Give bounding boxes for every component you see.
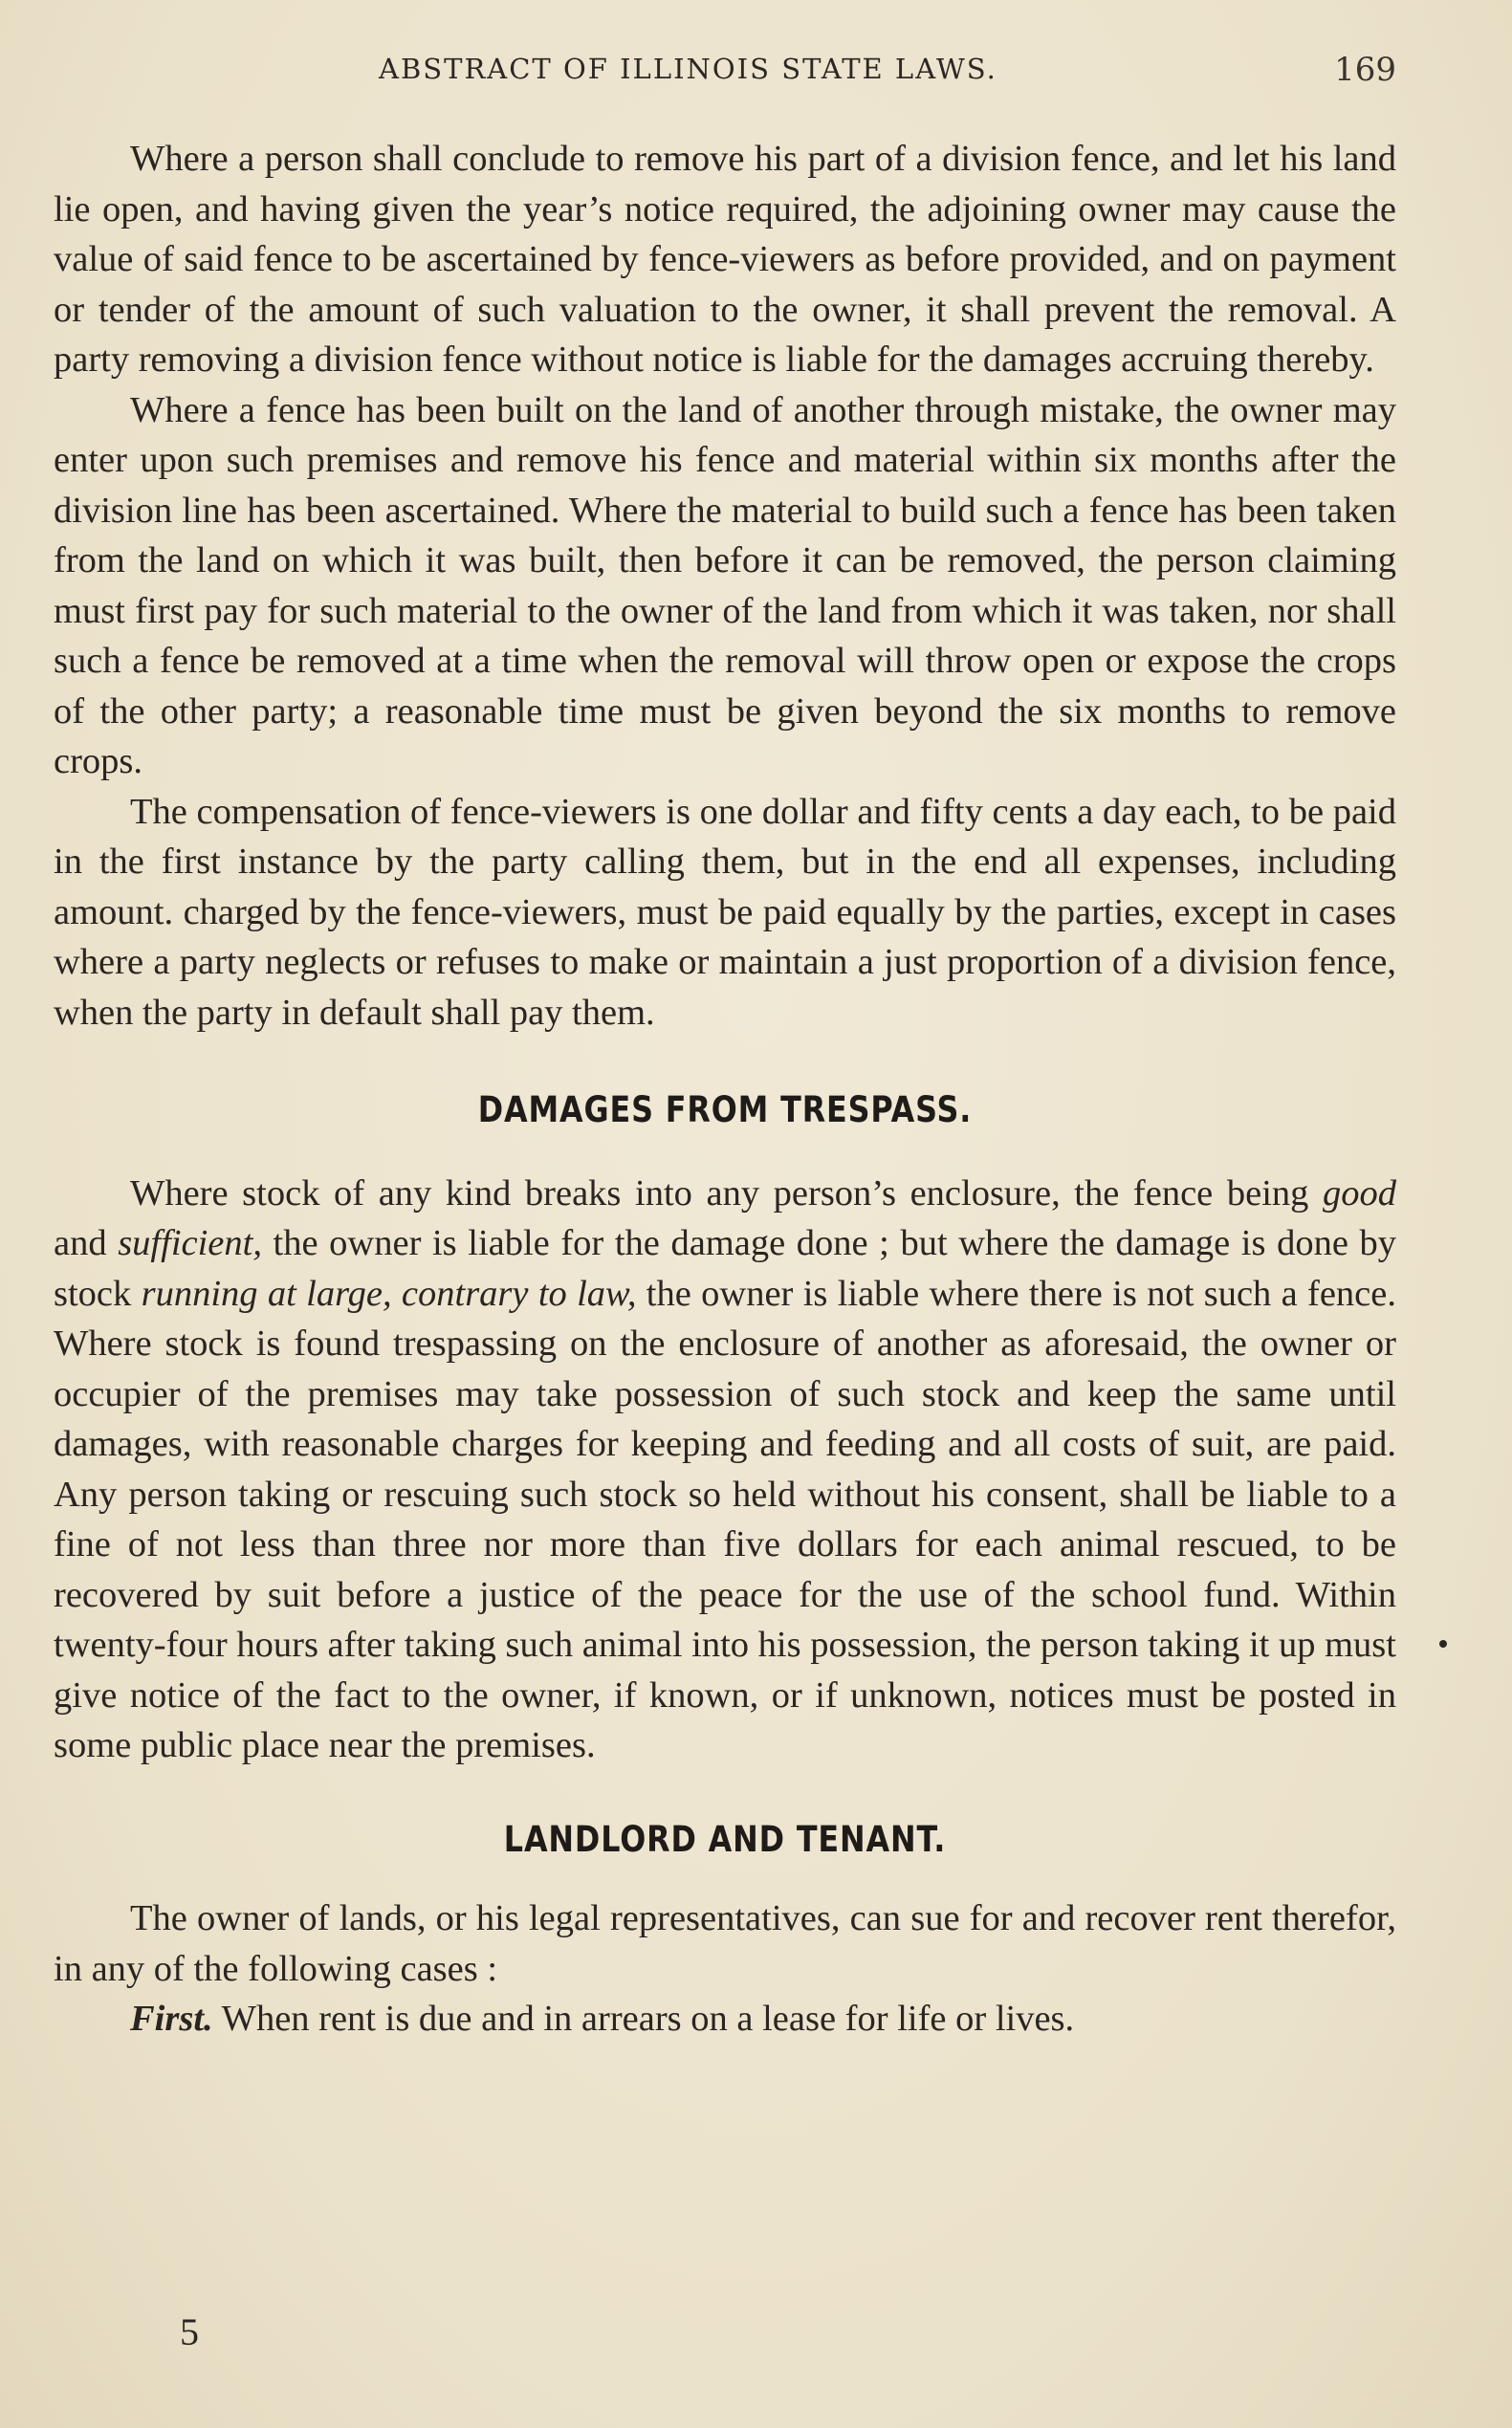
trespass-italic-good: good bbox=[1323, 1172, 1396, 1214]
paragraph-fence-viewer-compensation: The compensation of fence-viewers is one dollar and fifty cents a day each, to be paid in the first instance by the party calling them, but in the end all expenses, including amount. charged by the fence-viewers, must be paid equally by the parties, except in cases where a party neglects or refuses to make or maintain a just proportion of a division fence, when the party in default shall pay them. bbox=[54, 791, 1396, 1033]
ink-speck bbox=[1438, 1639, 1449, 1650]
paragraph-landlord-intro: The owner of lands, or his legal representatives, can sue for and recover rent therefor, in any of the following cases : bbox=[54, 1898, 1396, 1989]
trespass-text-2: and bbox=[54, 1223, 119, 1263]
paragraph-trespass bbox=[54, 1169, 1396, 1771]
trespass-text-4: the owner is liable where there is not such a fence. Where stock is found trespassing on the enclosure of another as aforesaid, the owner or occupier of the premises may take possession of such stock and keep the same until damages, with reasonable charges for keeping and feeding and all costs of suit, are paid. Any person taking or rescuing such stock so held without his consent, shall be liable to a fine of not less than three nor more than five dollars for each animal rescued, to be recovered by suit before a justice of the peace for the use of the school fund. Within twenty-four hours after taking such animal into his possession, the person taking it up must give notice of the fact to the owner, if known, or if unknown, notices must be posted in some public place near the premises. bbox=[54, 1273, 1396, 1765]
trespass-italic-running-at-large: running at large, contrary to law, bbox=[141, 1273, 637, 1314]
trespass-text-1: Where stock of any kind breaks into any person’s enclosure, the fence being bbox=[130, 1172, 1323, 1214]
body-text bbox=[54, 134, 1396, 2045]
first-case-label: First. bbox=[130, 1999, 213, 2039]
running-title: ABSTRACT OF ILLINOIS STATE LAWS. bbox=[379, 53, 997, 85]
page-number: 169 bbox=[1334, 51, 1396, 89]
first-case-text: When rent is due and in arrears on a lease for life or lives. bbox=[212, 1999, 1075, 2039]
signature-mark: 5 bbox=[180, 2310, 199, 2353]
heading-landlord-and-tenant: LANDLORD AND TENANT. bbox=[503, 1818, 947, 1860]
heading-damages-from-trespass: DAMAGES FROM TRESPASS. bbox=[477, 1089, 973, 1130]
paragraph-fence-by-mistake: Where a fence has been built on the land of another through mistake, the owner may enter upon such premises and remove his fence and material within six months after the division line has been ascertained. Where the material to build such a fence has been taken from the land on which it was built, then before it can be removed, the person claiming must first pay for such material to the owner of the land from which it was taken, nor shall such a fence be removed at a time when the removal will throw open or expose the crops of the other party; a reasonable time must be given beyond the six months to remove crops. bbox=[54, 389, 1396, 781]
trespass-text-3: the owner is liable for the damage done ; but where the damage is done by stock bbox=[54, 1223, 1397, 1314]
trespass-italic-sufficient: sufficient, bbox=[118, 1223, 262, 1263]
paragraph-first-case bbox=[54, 1994, 1396, 2045]
running-header bbox=[54, 53, 1396, 91]
paragraph-division-fence-removal: Where a person shall conclude to remove his part of a division fence, and let his land lie open, and having given the year’s notice required, the adjoining owner may cause the value of said fence to be ascertained by fence-viewers as before provided, and on payment or tender of the amount of such valuation to the owner, it shall prevent the removal. A party removing a division fence without notice is liable for the damages accruing thereby. bbox=[54, 139, 1396, 380]
